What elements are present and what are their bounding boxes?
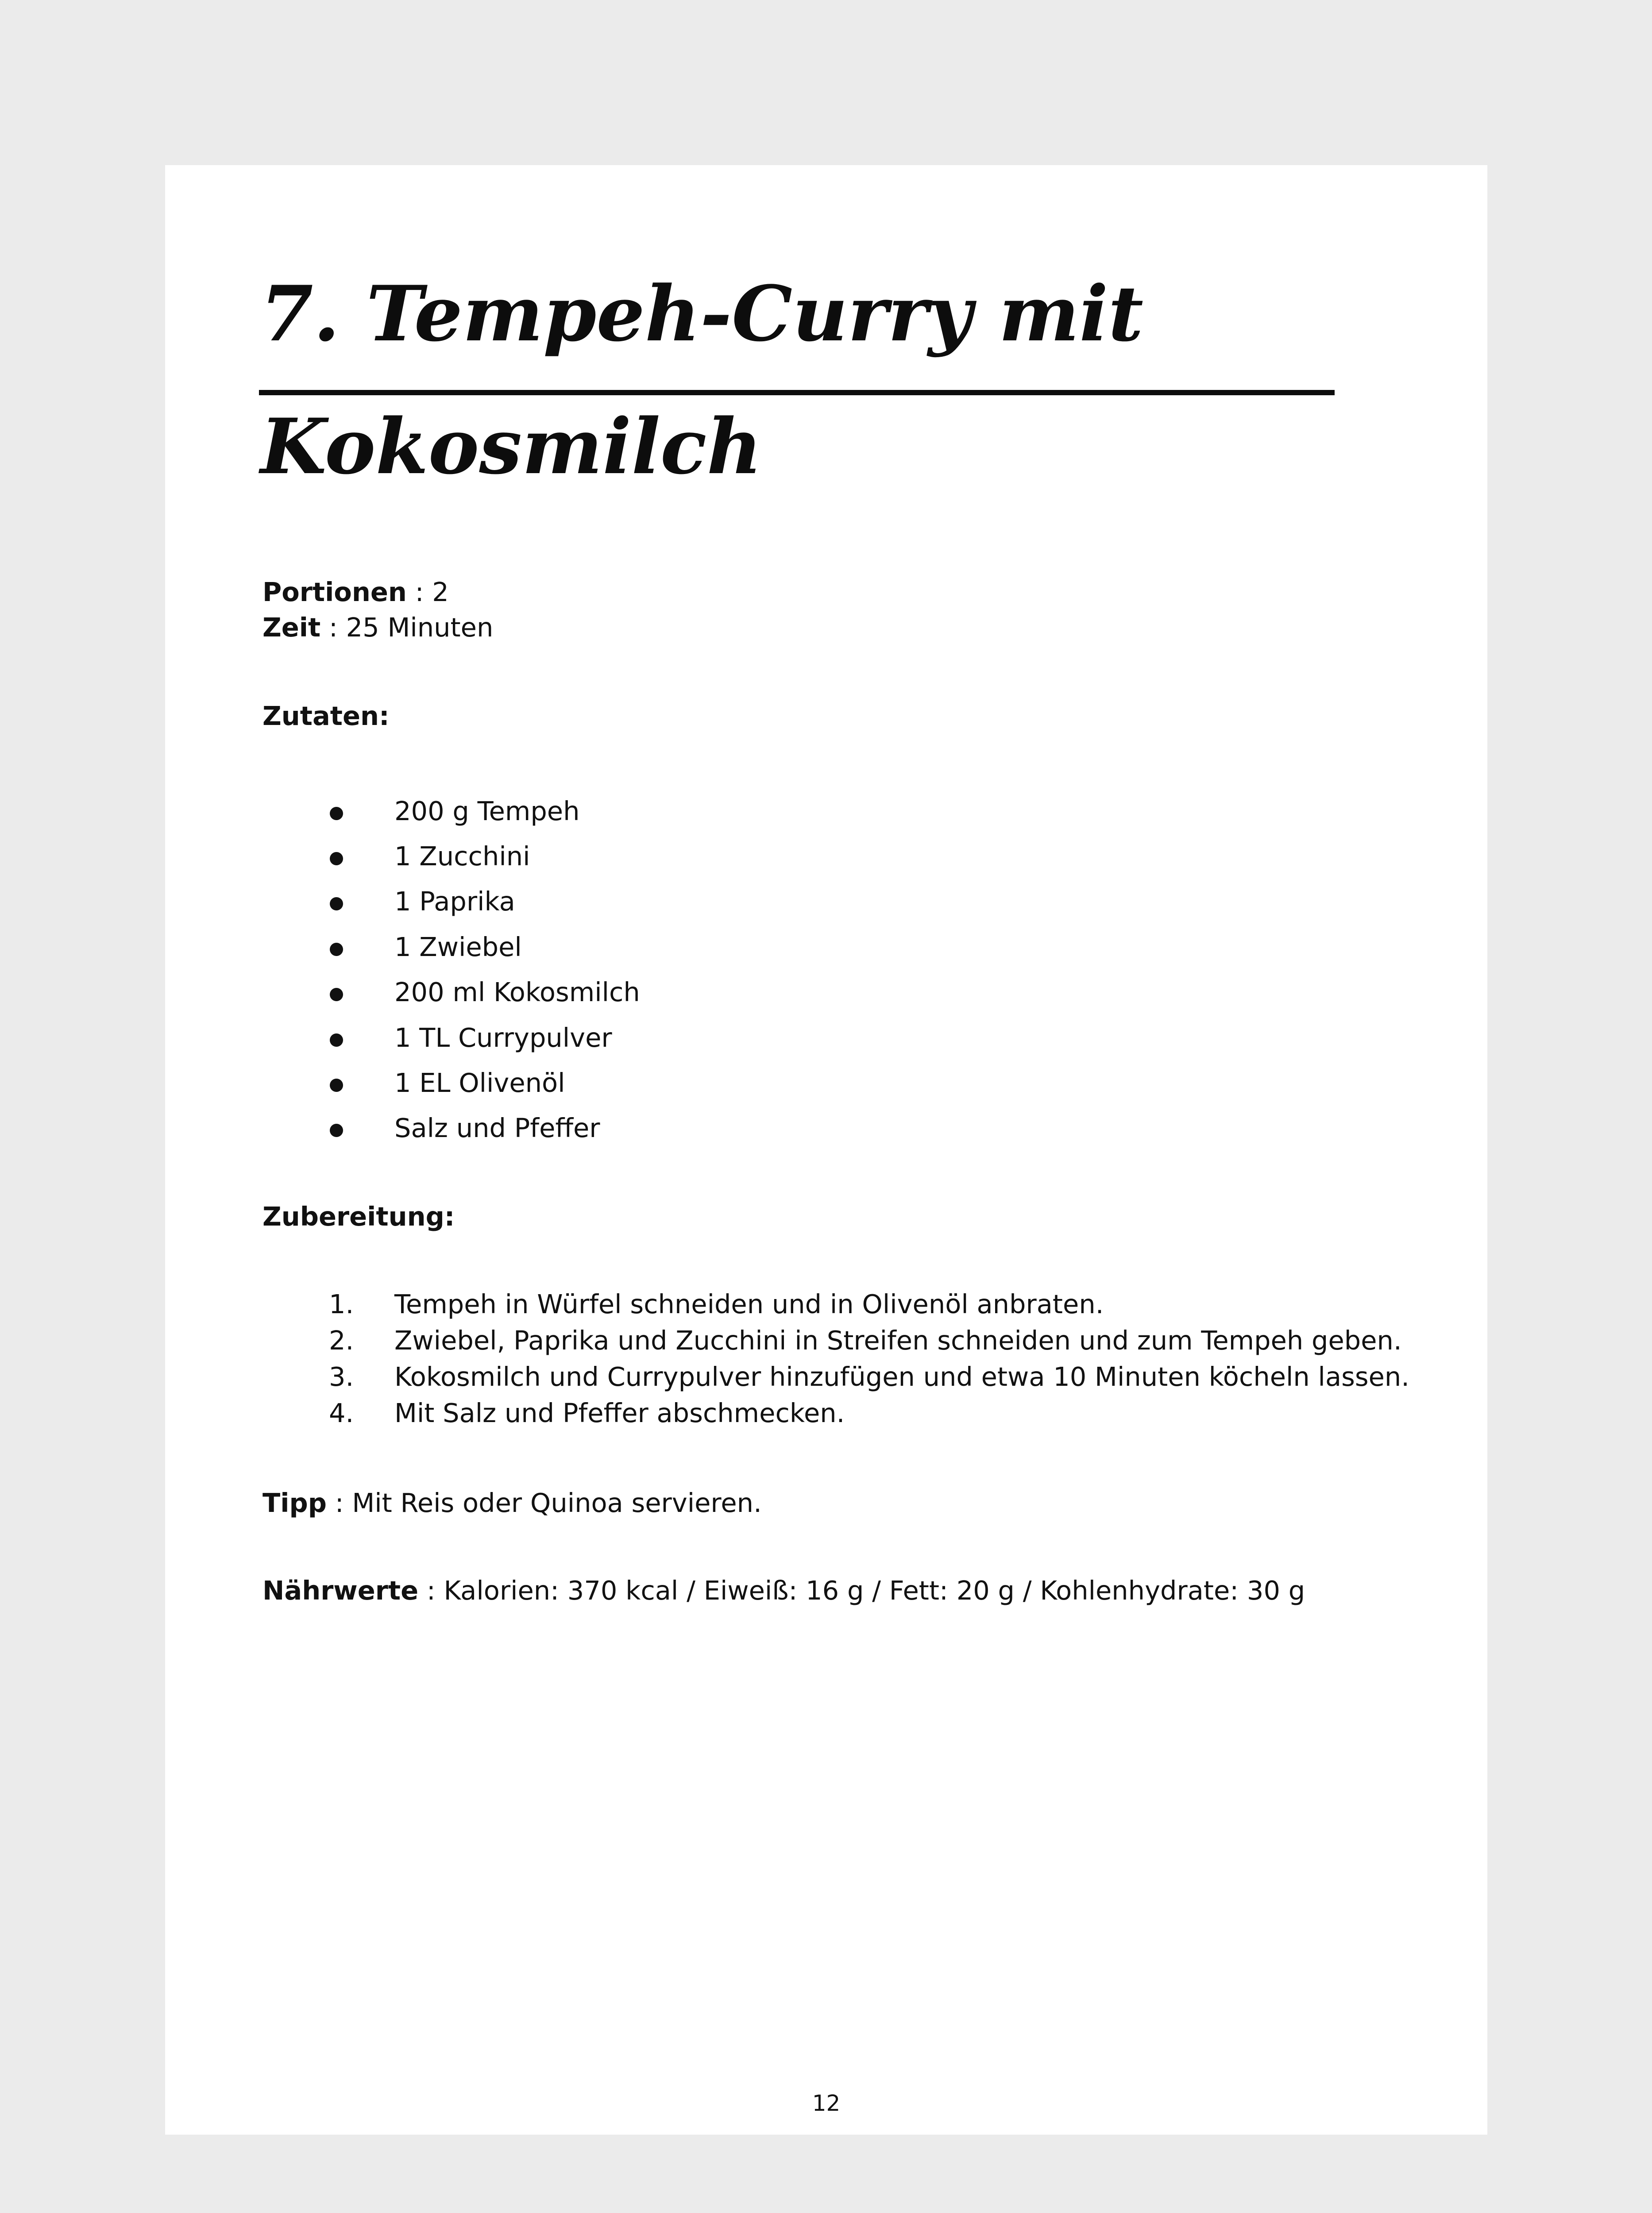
step-number: 1. [329,1289,354,1319]
page-number: 12 [812,2090,841,2116]
ingredient-text: 1 Paprika [394,886,515,917]
ingredient-text: Salz und Pfeffer [394,1113,600,1143]
ingredient-text: 200 g Tempeh [394,796,580,826]
step-number: 2. [329,1325,354,1356]
nutrition-text: : Kalorien: 370 kcal / Eiweiß: 16 g / Fett: 20 g / Kohlenhydrate: 30 g [418,1575,1305,1606]
tip-text: : Mit Reis oder Quinoa servieren. [326,1488,762,1518]
recipe-title-line1: 7. Tempeh-Curry mit [260,269,1144,359]
recipe-page [165,165,1487,2135]
nutrition-line [262,1577,1305,1604]
ingredients-heading: Zutaten: [262,701,390,731]
step-number: 3. [329,1361,354,1392]
bullet-icon [330,943,343,956]
bullet-icon [330,1079,343,1092]
time-line [262,612,494,643]
ingredient-text: 200 ml Kokosmilch [394,977,640,1007]
time-value: : 25 Minuten [320,612,494,643]
step-text: Zwiebel, Paprika und Zucchini in Streifen schneiden und zum Tempeh geben. [394,1325,1402,1356]
bullet-icon [330,852,343,865]
bullet-icon [330,988,343,1001]
tip-label: Tipp [262,1488,327,1518]
ingredient-text: 1 Zucchini [394,841,530,871]
step-text: Tempeh in Würfel schneiden und in Olivenöl anbraten. [394,1289,1104,1319]
step-text: Kokosmilch und Currypulver hinzufügen und etwa 10 Minuten köcheln lassen. [394,1361,1410,1392]
portions-value: : 2 [406,577,449,607]
title-divider [259,390,1335,395]
ingredient-text: 1 EL Olivenöl [394,1068,565,1098]
step-number: 4. [329,1398,354,1428]
bullet-icon [330,897,343,910]
ingredient-text: 1 TL Currypulver [394,1022,612,1053]
portions-line [262,579,449,605]
bullet-icon [330,1124,343,1137]
bullet-icon [330,1033,343,1047]
step-text: Mit Salz und Pfeffer abschmecken. [394,1398,845,1428]
tip-line [262,1490,762,1516]
portions-label: Portionen [262,577,407,607]
preparation-heading: Zubereitung: [262,1201,455,1232]
recipe-title-line2: Kokosmilch [260,401,762,491]
bullet-icon [330,807,343,820]
time-label: Zeit [262,612,321,643]
ingredient-text: 1 Zwiebel [394,932,522,962]
nutrition-label: Nährwerte [262,1575,419,1606]
